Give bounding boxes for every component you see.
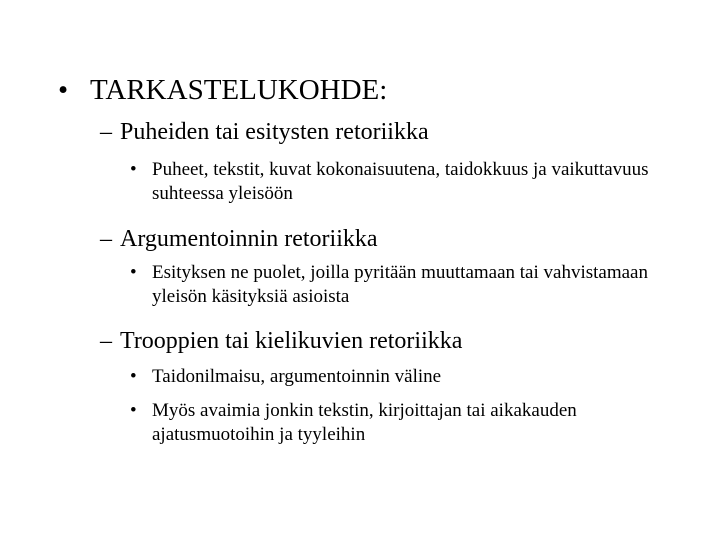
dash-icon: – bbox=[100, 119, 112, 145]
slide-heading: TARKASTELUKOHDE: bbox=[90, 74, 388, 106]
dash-icon: – bbox=[100, 328, 112, 354]
sub-bullet-text: Puheet, tekstit, kuvat kokonaisuutena, taidokkuus ja vaikuttavuus suhteessa yleisöön bbox=[152, 159, 649, 204]
bullet-icon: • bbox=[130, 159, 137, 180]
sub-bullet-text: Myös avaimia jonkin tekstin, kirjoittajan tai aikakauden ajatusmuotoihin ja tyyleihin bbox=[152, 400, 577, 445]
sub-bullet-text: Taidonilmaisu, argumentoinnin väline bbox=[152, 366, 442, 387]
bullet-icon: • bbox=[130, 262, 137, 283]
sub-bullet bbox=[130, 365, 692, 389]
section-title: Argumentoinnin retoriikka bbox=[120, 226, 378, 252]
section-item bbox=[100, 224, 378, 254]
sub-bullet bbox=[130, 399, 692, 447]
sub-bullet bbox=[130, 261, 692, 309]
bullet-icon: • bbox=[130, 366, 137, 387]
sub-bullet-text: Esityksen ne puolet, joilla pyritään muuttamaan tai vahvistamaan yleisön käsityksiä asioista bbox=[152, 262, 648, 307]
bullet-icon: • bbox=[130, 400, 137, 421]
section-item bbox=[100, 117, 429, 147]
section-title: Trooppien tai kielikuvien retoriikka bbox=[120, 328, 463, 354]
section-title: Puheiden tai esitysten retoriikka bbox=[120, 119, 429, 145]
dash-icon: – bbox=[100, 226, 112, 252]
section-item bbox=[100, 326, 462, 356]
sub-bullet bbox=[130, 158, 692, 206]
bullet-icon: • bbox=[58, 74, 69, 106]
main-bullet bbox=[58, 72, 387, 108]
